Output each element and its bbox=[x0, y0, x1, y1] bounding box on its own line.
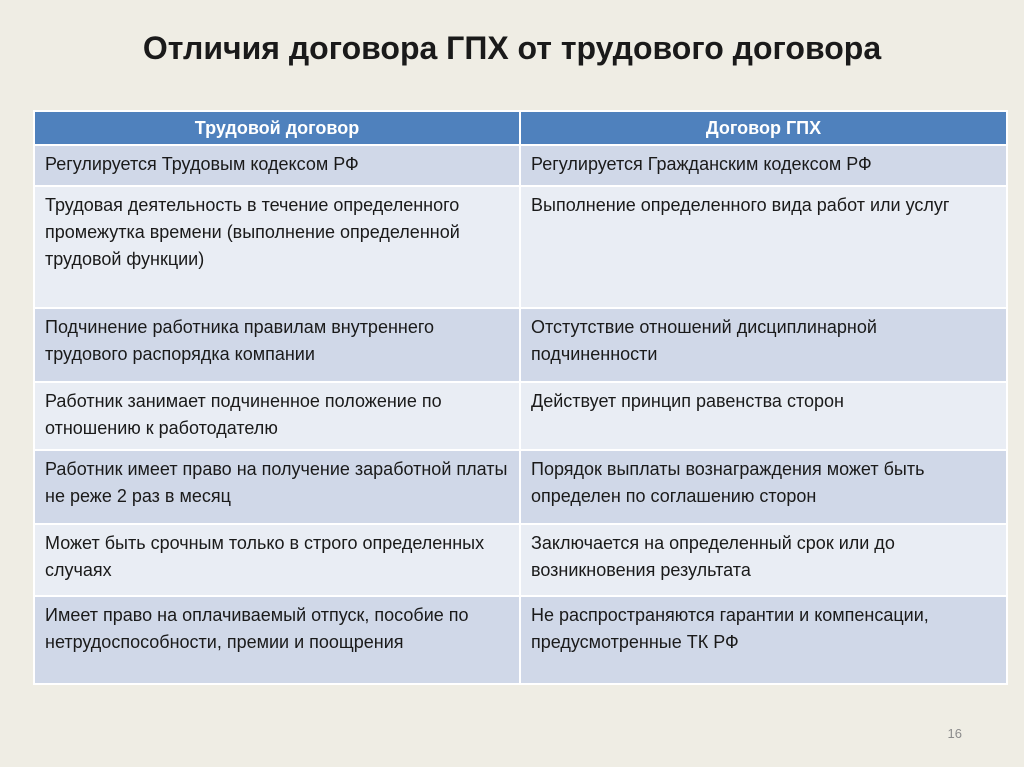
column-header-labor-contract: Трудовой договор bbox=[34, 111, 520, 145]
table-cell: Работник имеет право на получение заработной платы не реже 2 раз в месяц bbox=[34, 450, 520, 524]
column-header-gph-contract: Договор ГПХ bbox=[520, 111, 1007, 145]
table-cell: Заключается на определенный срок или до возникновения результата bbox=[520, 524, 1007, 596]
table-row bbox=[34, 596, 1007, 684]
table-cell: Имеет право на оплачиваемый отпуск, пособие по нетрудоспособности, премии и поощрения bbox=[34, 596, 520, 684]
table-cell: Действует принцип равенства сторон bbox=[520, 382, 1007, 450]
page-number: 16 bbox=[947, 726, 962, 741]
table-cell: Может быть срочным только в строго определенных случаях bbox=[34, 524, 520, 596]
comparison-table bbox=[33, 110, 1008, 685]
table-cell: Не распространяются гарантии и компенсации, предусмотренные ТК РФ bbox=[520, 596, 1007, 684]
slide-title: Отличия договора ГПХ от трудового договора bbox=[142, 30, 882, 66]
table-cell: Трудовая деятельность в течение определенного промежутка времени (выполнение определенной трудовой функции) bbox=[34, 186, 520, 308]
table-cell: Отстутствие отношений дисциплинарной подчиненности bbox=[520, 308, 1007, 382]
table-cell: Выполнение определенного вида работ или услуг bbox=[520, 186, 1007, 308]
table-row bbox=[34, 145, 1007, 186]
table-header-row bbox=[34, 111, 1007, 145]
table-cell: Работник занимает подчиненное положение по отношению к работодателю bbox=[34, 382, 520, 450]
table-row bbox=[34, 382, 1007, 450]
table-row bbox=[34, 186, 1007, 308]
table-cell: Подчинение работника правилам внутреннего трудового распорядка компании bbox=[34, 308, 520, 382]
table-cell: Порядок выплаты вознаграждения может быть определен по соглашению сторон bbox=[520, 450, 1007, 524]
table-row bbox=[34, 524, 1007, 596]
table-cell: Регулируется Гражданским кодексом РФ bbox=[520, 145, 1007, 186]
table-row bbox=[34, 308, 1007, 382]
table-cell: Регулируется Трудовым кодексом РФ bbox=[34, 145, 520, 186]
table-row bbox=[34, 450, 1007, 524]
